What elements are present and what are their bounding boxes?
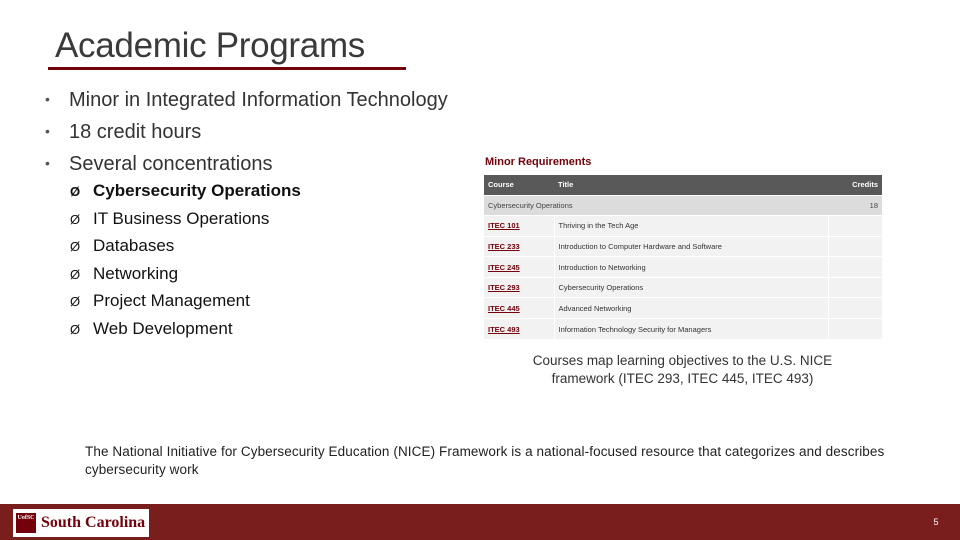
bullet-icon: •	[45, 91, 50, 107]
concentration-text: Databases	[93, 236, 175, 255]
bullet-item	[45, 86, 448, 118]
table-row	[484, 216, 882, 237]
table-header-row	[484, 175, 882, 195]
concentration-item	[70, 318, 301, 346]
university-logo	[13, 509, 149, 537]
nice-framework-note: The National Initiative for Cybersecurity Education (NICE) Framework is a national-focused resource that categorizes and describes cybersecurity work	[85, 444, 885, 477]
arrow-bullet-icon: Ø	[70, 266, 81, 282]
concentration-item	[70, 208, 301, 236]
bullet-icon: •	[45, 155, 50, 171]
bullet-icon: •	[45, 123, 50, 139]
minor-requirements-heading: Minor Requirements	[485, 156, 592, 168]
arrow-bullet-icon: Ø	[70, 184, 81, 199]
course-title: Thriving in the Tech Age	[554, 216, 828, 237]
main-bullet-list	[45, 86, 448, 182]
bullet-text: Minor in Integrated Information Technology	[69, 89, 448, 111]
course-code-link[interactable]: ITEC 445	[484, 298, 554, 319]
credits-cell	[828, 216, 882, 237]
nice-framework-caption: Courses map learning objectives to the U.S. NICE framework (ITEC 293, ITEC 445, ITEC 493)	[532, 353, 833, 386]
course-code-link[interactable]: ITEC 493	[484, 319, 554, 340]
arrow-bullet-icon: Ø	[70, 321, 81, 337]
arrow-bullet-icon: Ø	[70, 211, 81, 227]
credits-cell	[828, 236, 882, 257]
arrow-bullet-icon: Ø	[70, 294, 81, 309]
credits-cell	[828, 257, 882, 278]
bullet-item	[45, 118, 448, 150]
concentration-text: IT Business Operations	[93, 208, 270, 228]
course-title: Cybersecurity Operations	[554, 277, 828, 298]
bullet-item	[45, 150, 448, 182]
slide-title: Academic Programs	[55, 26, 366, 65]
concentration-text: Web Development	[93, 318, 233, 338]
table-row	[484, 319, 882, 340]
table-row	[484, 236, 882, 257]
bullet-text: Several concentrations	[69, 153, 273, 175]
course-code-link[interactable]: ITEC 101	[484, 216, 554, 237]
course-code-link[interactable]: ITEC 245	[484, 257, 554, 278]
credits-cell	[828, 319, 882, 340]
arrow-bullet-icon: Ø	[70, 239, 81, 254]
table-row	[484, 298, 882, 319]
course-title: Introduction to Computer Hardware and Software	[554, 236, 828, 257]
concentration-item	[70, 235, 301, 263]
concentration-text: Project Management	[93, 291, 250, 310]
concentration-text: Cybersecurity Operations	[93, 181, 301, 200]
minor-requirements-table	[484, 175, 882, 339]
concentration-item	[70, 180, 301, 208]
table-row	[484, 277, 882, 298]
table-group-row	[484, 195, 882, 216]
course-code-link[interactable]: ITEC 233	[484, 236, 554, 257]
group-name: Cybersecurity Operations	[484, 195, 828, 216]
bullet-text: 18 credit hours	[69, 121, 202, 143]
title-underline	[48, 67, 406, 70]
course-code-link[interactable]: ITEC 293	[484, 277, 554, 298]
course-title: Advanced Networking	[554, 298, 828, 319]
concentration-list	[70, 180, 301, 345]
credits-column-header: Credits	[828, 175, 882, 195]
title-column-header: Title	[554, 175, 828, 195]
credits-cell	[828, 277, 882, 298]
uofsc-mark-icon: UofSC	[16, 513, 36, 533]
course-column-header: Course	[484, 175, 554, 195]
course-title: Introduction to Networking	[554, 257, 828, 278]
group-credits: 18	[828, 195, 882, 216]
slide-number: 5	[933, 517, 939, 527]
course-title: Information Technology Security for Managers	[554, 319, 828, 340]
concentration-text: Networking	[93, 263, 179, 283]
logo-wordmark: South Carolina	[41, 514, 146, 531]
table-row	[484, 257, 882, 278]
concentration-item	[70, 290, 301, 318]
credits-cell	[828, 298, 882, 319]
concentration-item	[70, 263, 301, 291]
